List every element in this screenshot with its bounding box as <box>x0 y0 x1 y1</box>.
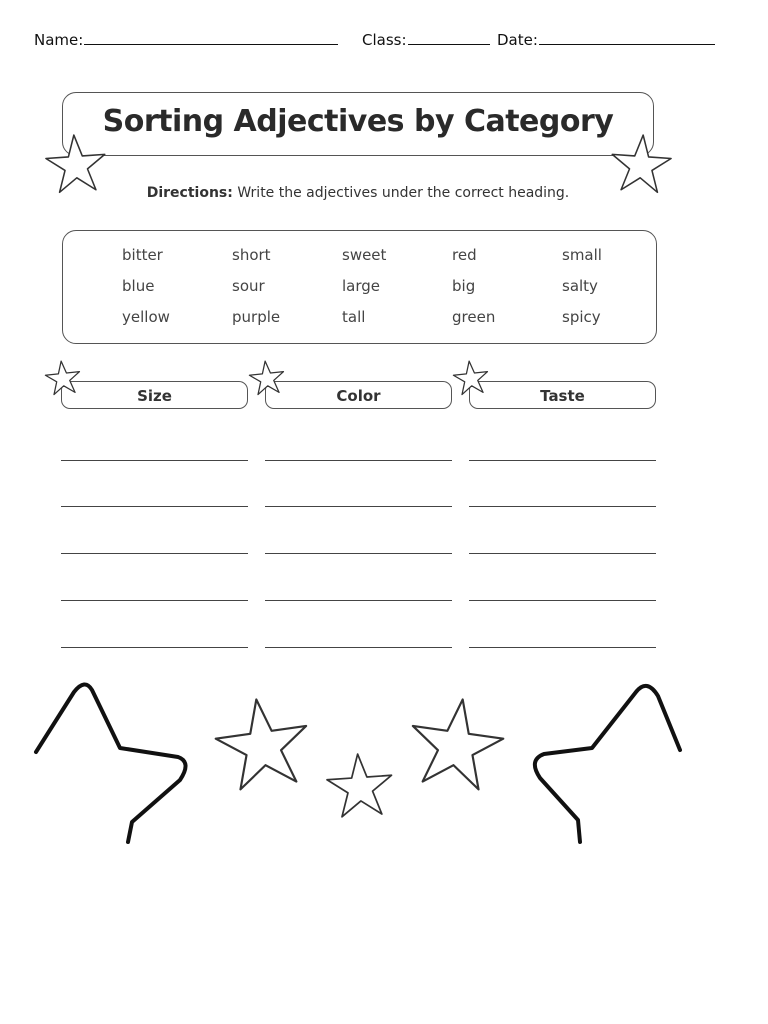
word-bank-item: bitter <box>122 246 163 264</box>
word-bank-item: purple <box>232 308 281 326</box>
category-heading-taste: Taste <box>469 381 656 409</box>
word-bank-item: sour <box>232 277 265 295</box>
word-bank-item: short <box>232 246 271 264</box>
word-bank-item: blue <box>122 277 155 295</box>
word-bank-item: spicy <box>562 308 601 326</box>
star-icon <box>325 752 394 818</box>
word-bank-item: large <box>342 277 381 295</box>
date-label: Date: <box>497 31 538 49</box>
page-title: Sorting Adjectives by Category <box>102 104 614 139</box>
word-bank-item: small <box>562 246 602 264</box>
word-bank-item: tall <box>342 308 366 326</box>
directions-text: Write the adjectives under the correct heading. <box>237 185 570 201</box>
word-bank-item: red <box>452 246 477 264</box>
star-icon <box>248 359 285 395</box>
category-heading-size: Size <box>61 381 248 409</box>
star-icon <box>44 359 81 395</box>
word-bank-item: green <box>452 308 496 326</box>
star-icon <box>535 686 680 842</box>
word-bank-item: salty <box>562 277 598 295</box>
directions-label: Directions: <box>146 185 233 201</box>
word-bank-item: big <box>452 277 476 295</box>
word-bank-item: yellow <box>122 308 170 326</box>
class-label: Class: <box>362 31 407 49</box>
star-icon <box>452 359 489 395</box>
star-icon <box>211 693 313 792</box>
category-heading-color: Color <box>265 381 452 409</box>
star-icon <box>610 133 673 193</box>
word-bank-item: sweet <box>342 246 387 264</box>
star-icon <box>405 693 507 792</box>
star-icon <box>44 133 107 193</box>
name-label: Name: <box>34 31 84 49</box>
star-icon <box>36 684 186 842</box>
